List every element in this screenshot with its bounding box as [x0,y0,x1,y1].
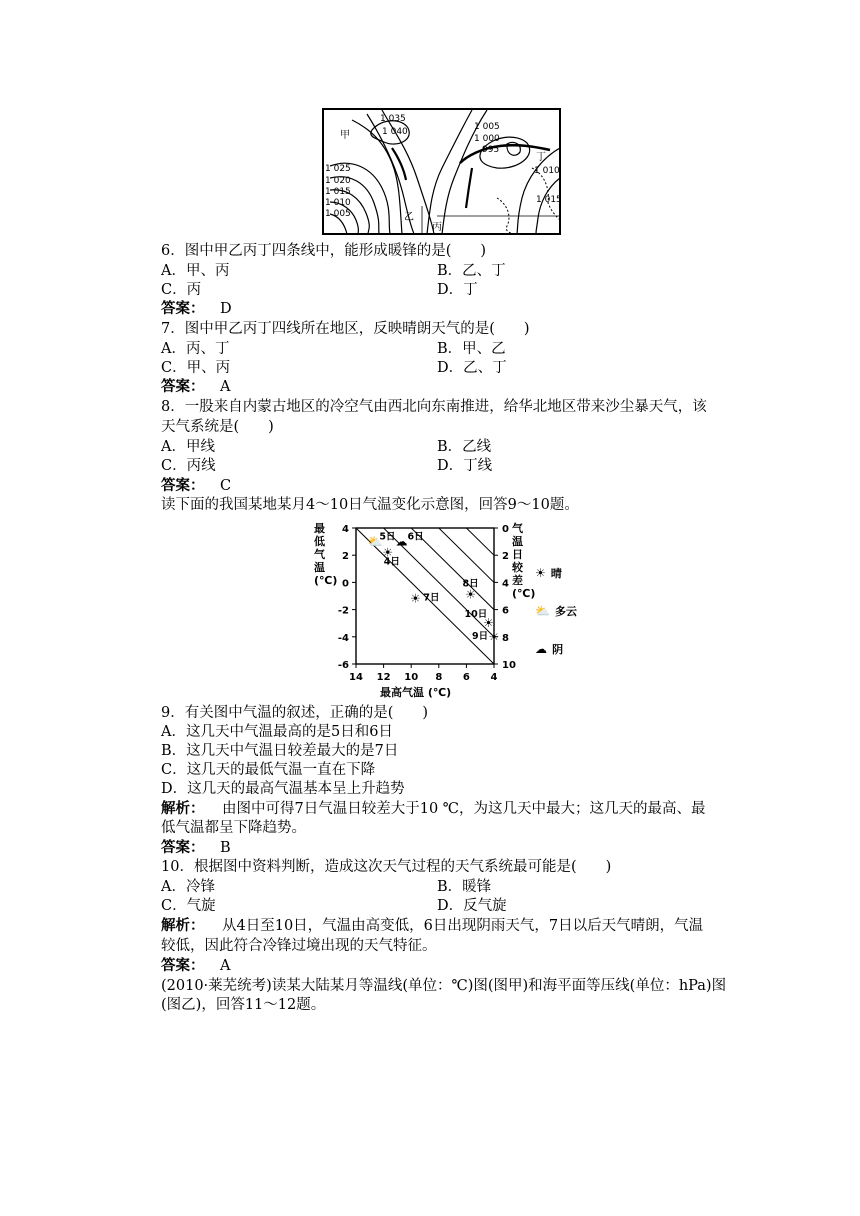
legend-item-overcast [535,638,563,657]
q9-option-c: C．这几天的最低气温一直在下降 [161,762,376,778]
q6-answer-label: 答案： [161,300,205,317]
q7-option-a: A．丙、丁 [161,341,230,357]
partly-cloudy-icon: ⛅ [535,604,550,618]
q9-analysis-line1: 由图中可得7日气温日较差大于10 ℃，为这几天中最大；这几天的最高、最 [222,801,706,817]
bottom-tick-label: 10 [404,672,419,683]
isobar-label: 1 010 [534,166,560,176]
right-tick-label: 4 [502,578,509,590]
q6-option-a: A．甲、丙 [161,263,230,279]
bottom-tick-label: 12 [376,672,391,683]
q9-option-a: A．这几天中气温最高的是5日和6日 [161,724,393,740]
isobar-label: 1 005 [325,209,351,219]
day-label: 5日 [379,531,396,543]
right-tick-label: 8 [502,632,509,644]
line-name-yi: 乙 [404,212,414,223]
isobar-label: 1 015 [536,195,562,205]
daily-range-line [356,518,494,528]
weather-point-icon: ☀ [382,545,394,560]
bottom-tick-label: 6 [462,672,470,683]
isobar-label: 1 040 [382,127,408,137]
day-label: 8日 [462,578,479,590]
left-axis-title: 最低气温(℃) [314,522,338,587]
line-name-bing: 丙 [432,222,442,233]
right-tick-label: 10 [502,660,516,671]
day-label: 7日 [423,592,440,604]
q8-option-d: D．丁线 [437,458,493,474]
legend-item-cloudy [535,600,577,619]
q8-stem-line1: 8．一股来自内蒙古地区的冷空气由西北向东南推进，给华北地区带来沙尘暴天气，该 [161,399,707,415]
q9-stem: 9．有关图中气温的叙述，正确的是( ) [161,705,429,721]
q8-option-b: B．乙线 [437,439,492,455]
q10-option-b: B．暖锋 [437,879,492,895]
legend-label: 晴 [550,567,562,580]
legend-label: 多云 [555,605,578,618]
q10-analysis-line2: 较低，因此符合冷锋过境出现的天气特征。 [161,938,437,954]
q10-option-a: A．冷锋 [161,879,215,895]
right-tick-label: 6 [502,605,509,617]
q9-answer: B [220,840,231,856]
left-tick-label: -6 [337,660,349,671]
legend-label: 阴 [552,643,564,656]
q8-answer: C [220,478,232,494]
isobar-label: 1 010 [325,198,351,208]
left-tick-label: 2 [342,551,349,563]
bottom-axis-title: 最高气温 (℃) [380,686,452,699]
isobar-map-figure [322,108,562,236]
weather-point-icon: ☀ [483,616,494,631]
right-axis-title: 气温日较差(℃) [512,522,536,600]
isobar-label: 1 000 [474,134,500,144]
q7-option-c: C．甲、丙 [161,360,231,376]
sun-icon: ☀ [535,566,546,580]
q8-answer-label: 答案： [161,477,205,494]
weather-point-icon: ☀ [409,591,421,606]
q10-answer-label: 答案： [161,957,205,974]
q7-stem: 7．图中甲乙丙丁四线所在地区，反映晴朗天气的是( ) [161,321,530,337]
q9-analysis-label: 解析： [161,800,205,817]
q10-option-d: D．反气旋 [437,898,507,914]
day-label: 9日 [472,630,489,642]
isobar-label: 1 025 [325,164,351,174]
q9-answer-label: 答案： [161,839,205,856]
weather-point-icon: ☁ [395,534,408,549]
day-label: 10日 [464,609,488,621]
q7-option-b: B．甲、乙 [437,341,506,357]
isobar-label: 1 015 [325,187,351,197]
weather-point-icon: ⛅ [367,534,383,549]
day-label: 6日 [407,531,424,543]
right-tick-label: 2 [502,551,509,563]
q10-stem: 10．根据图中资料判断，造成这次天气过程的天气系统最可能是( ) [161,859,612,875]
line-name-jia: 甲 [340,130,350,141]
isobar-label: 1 020 [325,176,351,186]
q10-analysis-line1: 从4日至10日，气温由高变低，6日出现阴雨天气，7日以后天气晴朗，气温 [222,918,704,934]
isobar-label: 995 [482,145,500,155]
q6-option-c: C．丙 [161,282,202,298]
weather-point-icon: ☀ [488,629,500,644]
day-label: 4日 [383,556,400,568]
overcast-icon: ☁ [535,642,547,656]
q7-answer: A [220,379,231,395]
q9-analysis-line2: 低气温都呈下降趋势。 [161,820,306,836]
intro-11-12-line1: (2010·莱芜统考)读某大陆某月等温线(单位：℃)图(图甲)和海平面等压线(单位：hPa)图 [161,978,727,994]
q8-stem-line2: 天气系统是( ) [161,419,274,435]
q7-answer-label: 答案： [161,378,205,395]
left-tick-label: 0 [342,578,349,590]
isobar-label: 1 035 [380,114,406,124]
legend-item-sunny [535,562,562,581]
q8-option-a: A．甲线 [161,439,215,455]
line-name-ding: 丁 [536,152,546,163]
left-tick-label: -4 [337,632,349,644]
q8-option-c: C．丙线 [161,458,216,474]
q10-analysis-label: 解析： [161,917,205,934]
q6-answer: D [220,301,232,317]
intro-9-10: 读下面的我国某地某月4～10日气温变化示意图，回答9～10题。 [161,497,579,513]
isobar-label: 1 005 [474,122,500,132]
q6-option-d: D．丁 [437,282,478,298]
q9-option-b: B．这几天中气温日较差最大的是7日 [161,743,399,759]
left-tick-label: -2 [337,605,349,617]
bottom-tick-label: 4 [490,672,498,683]
bottom-tick-label: 14 [349,672,363,683]
q9-option-d: D．这几天的最高气温基本呈上升趋势 [161,781,405,797]
q6-option-b: B．乙、丁 [437,263,506,279]
q10-option-c: C．气旋 [161,898,216,914]
q10-answer: A [220,958,231,974]
q6-stem: 6．图中甲乙丙丁四条线中，能形成暖锋的是( ) [161,243,487,259]
right-tick-label: 0 [502,524,509,535]
left-tick-label: 4 [342,524,349,535]
weather-point-icon: ☀ [465,587,476,602]
bottom-tick-label: 8 [435,672,443,683]
legend [535,562,580,656]
intro-11-12-line2: (图乙)，回答11～12题。 [161,997,326,1013]
q7-option-d: D．乙、丁 [437,360,507,376]
temperature-chart [310,518,580,700]
